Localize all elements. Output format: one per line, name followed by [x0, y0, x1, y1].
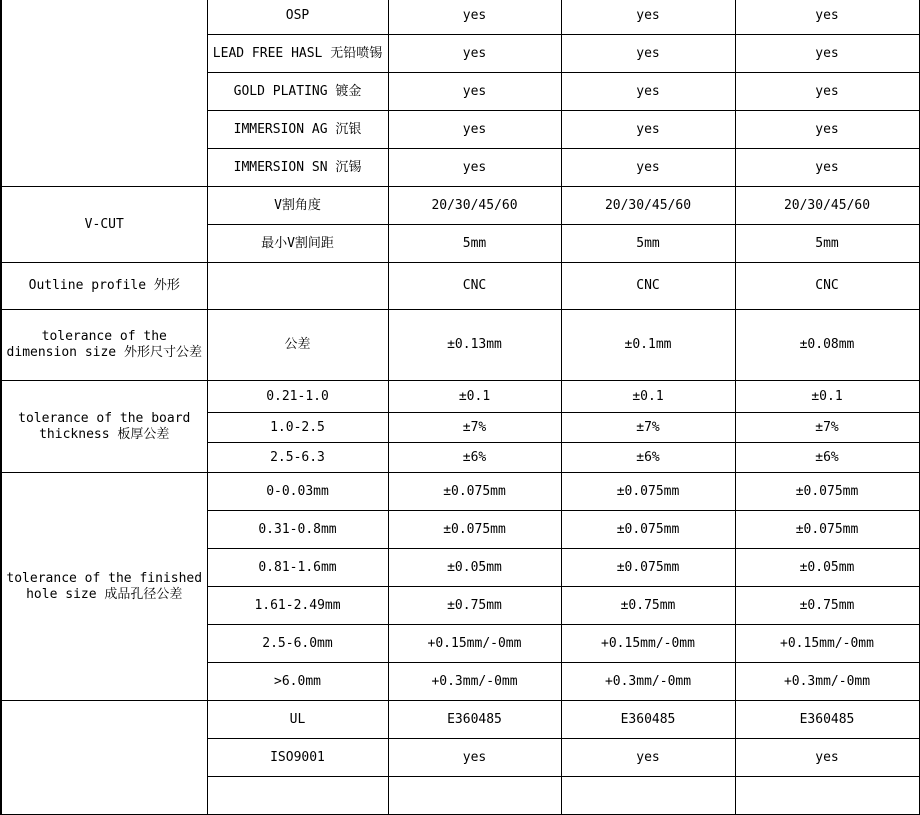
value-cell: yes	[388, 111, 561, 149]
category-cell-dimension-tolerance: tolerance of the dimension size 外形尺寸公差	[1, 310, 207, 381]
value-cell: ±0.05mm	[388, 549, 561, 587]
item-cell: UL	[207, 701, 388, 739]
table-row	[1, 701, 919, 739]
value-cell: ±6%	[561, 443, 735, 473]
value-cell: CNC	[735, 263, 919, 310]
value-cell: ±0.1	[388, 381, 561, 413]
value-cell	[561, 777, 735, 815]
item-cell: OSP	[207, 0, 388, 35]
value-cell: ±0.075mm	[735, 473, 919, 511]
value-cell: yes	[735, 111, 919, 149]
value-cell: ±0.75mm	[561, 587, 735, 625]
value-cell: ±6%	[388, 443, 561, 473]
value-cell: yes	[561, 0, 735, 35]
item-cell: 0-0.03mm	[207, 473, 388, 511]
item-cell: 2.5-6.3	[207, 443, 388, 473]
category-cell-vcut: V-CUT	[1, 187, 207, 263]
value-cell: yes	[735, 739, 919, 777]
value-cell: yes	[388, 35, 561, 73]
item-cell: IMMERSION AG 沉银	[207, 111, 388, 149]
value-cell: yes	[388, 739, 561, 777]
item-cell: GOLD PLATING 镀金	[207, 73, 388, 111]
value-cell: yes	[735, 149, 919, 187]
value-cell: ±0.075mm	[388, 473, 561, 511]
value-cell: yes	[561, 35, 735, 73]
value-cell: 5mm	[735, 225, 919, 263]
value-cell: 20/30/45/60	[388, 187, 561, 225]
item-cell: ISO9001	[207, 739, 388, 777]
category-cell-hole-size: tolerance of the finished hole size 成品孔径公差	[1, 473, 207, 701]
item-cell: 1.0-2.5	[207, 413, 388, 443]
value-cell: ±7%	[561, 413, 735, 443]
value-cell: ±0.075mm	[561, 511, 735, 549]
item-cell: 最小V割间距	[207, 225, 388, 263]
value-cell: ±0.075mm	[561, 549, 735, 587]
value-cell: yes	[388, 0, 561, 35]
item-cell	[207, 777, 388, 815]
value-cell: yes	[561, 739, 735, 777]
value-cell: ±0.075mm	[561, 473, 735, 511]
value-cell: +0.15mm/-0mm	[735, 625, 919, 663]
value-cell: yes	[561, 73, 735, 111]
value-cell: +0.3mm/-0mm	[388, 663, 561, 701]
value-cell: 20/30/45/60	[561, 187, 735, 225]
value-cell: E360485	[735, 701, 919, 739]
value-cell: ±0.075mm	[735, 511, 919, 549]
value-cell: yes	[388, 149, 561, 187]
value-cell: E360485	[561, 701, 735, 739]
item-cell: 0.21-1.0	[207, 381, 388, 413]
value-cell: 5mm	[388, 225, 561, 263]
item-cell: >6.0mm	[207, 663, 388, 701]
item-cell: 1.61-2.49mm	[207, 587, 388, 625]
value-cell: ±0.75mm	[388, 587, 561, 625]
table-row	[1, 473, 919, 511]
table-row	[1, 263, 919, 310]
item-cell: IMMERSION SN 沉锡	[207, 149, 388, 187]
value-cell: yes	[561, 149, 735, 187]
table-row	[1, 0, 919, 35]
table-row	[1, 310, 919, 381]
item-cell: 0.31-0.8mm	[207, 511, 388, 549]
value-cell: ±0.75mm	[735, 587, 919, 625]
value-cell: ±0.1	[735, 381, 919, 413]
value-cell: +0.15mm/-0mm	[561, 625, 735, 663]
value-cell: yes	[388, 73, 561, 111]
item-cell: 2.5-6.0mm	[207, 625, 388, 663]
item-cell	[207, 263, 388, 310]
value-cell: ±0.1	[561, 381, 735, 413]
value-cell	[735, 777, 919, 815]
value-cell: E360485	[388, 701, 561, 739]
value-cell: +0.3mm/-0mm	[561, 663, 735, 701]
table-row	[1, 187, 919, 225]
category-cell-surface-finish	[1, 0, 207, 187]
item-cell: 0.81-1.6mm	[207, 549, 388, 587]
item-cell: V割角度	[207, 187, 388, 225]
category-cell-outline: Outline profile 外形	[1, 263, 207, 310]
value-cell: ±0.075mm	[388, 511, 561, 549]
value-cell: ±6%	[735, 443, 919, 473]
value-cell: ±7%	[388, 413, 561, 443]
category-cell-certification	[1, 701, 207, 815]
value-cell: ±7%	[735, 413, 919, 443]
table-row	[1, 381, 919, 413]
value-cell: 20/30/45/60	[735, 187, 919, 225]
value-cell: yes	[735, 0, 919, 35]
value-cell: yes	[735, 35, 919, 73]
value-cell	[388, 777, 561, 815]
value-cell: yes	[561, 111, 735, 149]
value-cell: +0.15mm/-0mm	[388, 625, 561, 663]
value-cell: yes	[735, 73, 919, 111]
value-cell: CNC	[561, 263, 735, 310]
value-cell: CNC	[388, 263, 561, 310]
item-cell: 公差	[207, 310, 388, 381]
category-cell-board-thickness: tolerance of the board thickness 板厚公差	[1, 381, 207, 473]
value-cell: 5mm	[561, 225, 735, 263]
item-cell: LEAD FREE HASL 无铅喷锡	[207, 35, 388, 73]
value-cell: ±0.13mm	[388, 310, 561, 381]
value-cell: ±0.08mm	[735, 310, 919, 381]
value-cell: ±0.1mm	[561, 310, 735, 381]
value-cell: +0.3mm/-0mm	[735, 663, 919, 701]
value-cell: ±0.05mm	[735, 549, 919, 587]
